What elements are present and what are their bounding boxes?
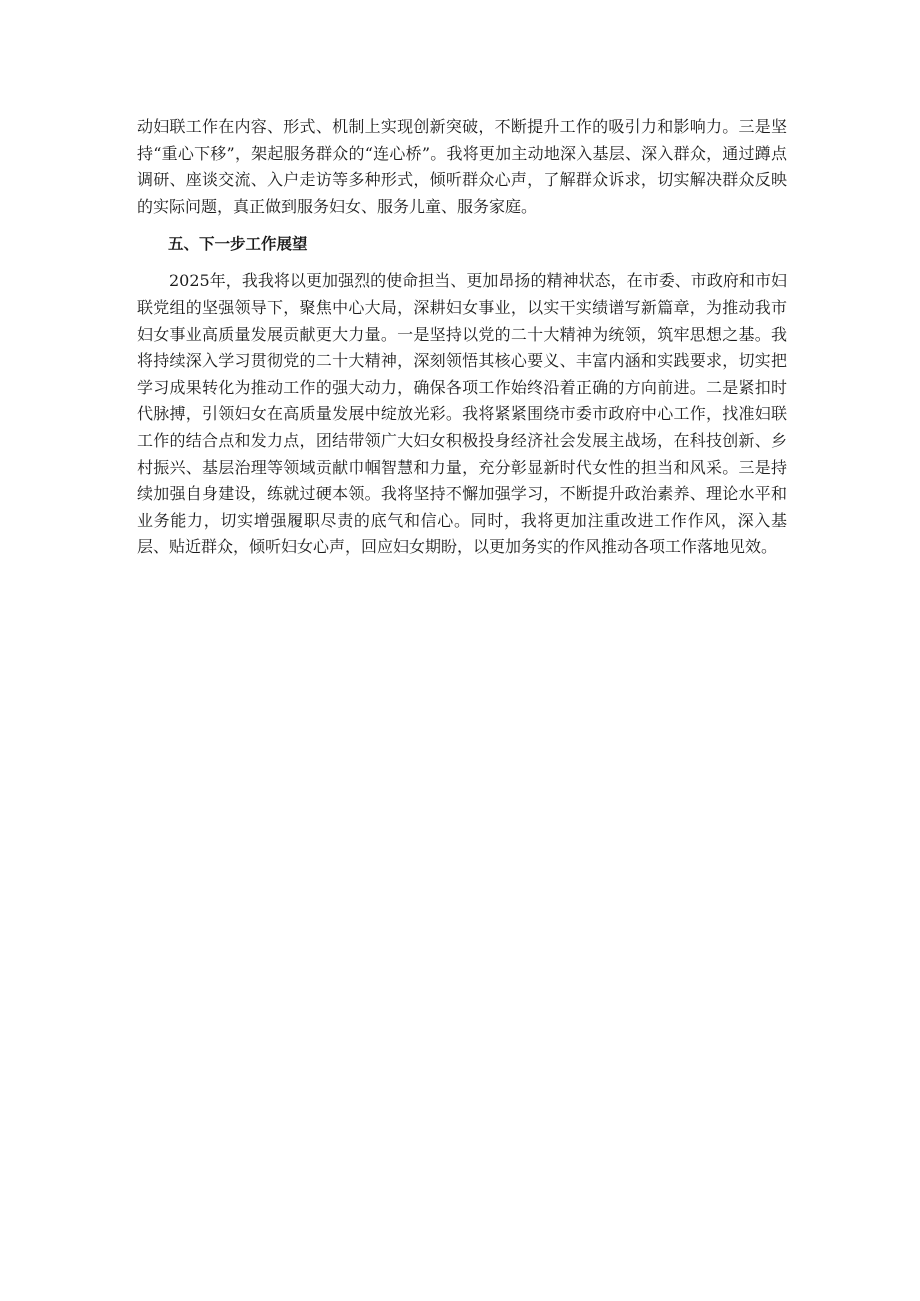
section-heading: 五、下一步工作展望 <box>168 235 308 254</box>
document-body <box>137 114 787 561</box>
body-paragraph: 2025年，我我将以更加强烈的使命担当、更加昂扬的精神状态，在市委、市政府和市妇联党组的坚强领导下，聚焦中心大局，深耕妇女事业，以实干实绩谱写新篇章，为推动我市妇女事业高质量发展贡献更大力量。一是坚持以党的二十大精神为统领，筑牢思想之基。我将持续深入学习贯彻党的二十大精神，深刻领悟其核心要义、丰富内涵和实践要求，切实把学习成果转化为推动工作的强大动力，确保各项工作始终沿着正确的方向前进。二是紧扣时代脉搏，引领妇女在高质量发展中绽放光彩。我将紧紧围绕市委市政府中心工作，找准妇联工作的结合点和发力点，团结带领广大妇女积极投身经济社会发展主战场，在科技创新、乡村振兴、基层治理等领域贡献巾帼智慧和力量，充分彰显新时代女性的担当和风采。三是持续加强自身建设，练就过硬本领。我将坚持不懈加强学习，不断提升政治素养、理论水平和业务能力，切实增强履职尽责的底气和信心。同时，我将更加注重改进工作作风，深入基层、贴近群众，倾听妇女心声，回应妇女期盼，以更加务实的作风推动各项工作落地见效。 <box>137 271 787 557</box>
body-paragraph-continued: 动妇联工作在内容、形式、机制上实现创新突破，不断提升工作的吸引力和影响力。三是坚持“重心下移”，架起服务群众的“连心桥”。我将更加主动地深入基层、深入群众，通过蹲点调研、座谈交流、入户走访等多种形式，倾听群众心声，了解群众诉求，切实解决群众反映的实际问题，真正做到服务妇女、服务儿童、服务家庭。 <box>137 117 787 216</box>
